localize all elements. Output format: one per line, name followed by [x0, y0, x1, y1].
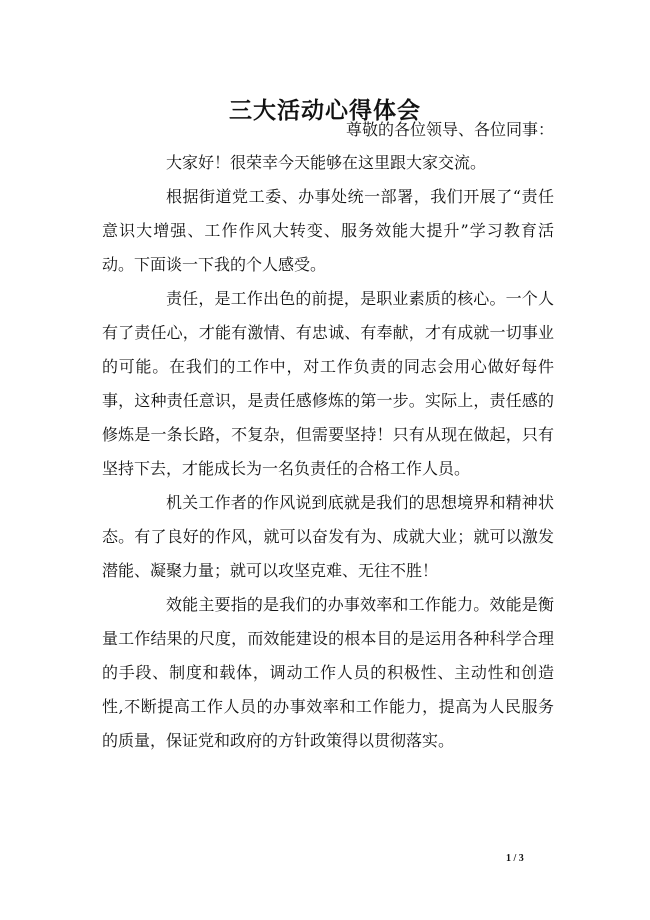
paragraph-work-style: 机关工作者的作风说到底就是我们的思想境界和精神状态。有了良好的作风，就可以奋发有为、成就大业；就可以激发潜能、凝聚力量；就可以攻坚克难、无往不胜！ — [102, 493, 554, 580]
paragraph-greeting: 大家好！很荣幸今天能够在这里跟大家交流。 — [166, 153, 487, 172]
paragraph-responsibility: 责任，是工作出色的前提，是职业素质的核心。一个人有了责任心，才能有激情、有忠诚、有奉献，才有成就一切事业的可能。在我们的工作中，对工作负责的同志会用心做好每件事，这种责任意识，是责任感修炼的第一步。实际上，责任感的修炼是一条长路，不复杂，但需要坚持！只有从现在做起，只有坚持下去，才能成长为一名负责任的合格工作人员。 — [102, 289, 554, 478]
page-number: 1 / 3 — [506, 853, 524, 864]
paragraph-efficiency: 效能主要指的是我们的办事效率和工作能力。效能是衡量工作结果的尺度，而效能建设的根本目的是运用各种科学合理的手段、制度和载体，调动工作人员的积极性、主动性和创造性,不断提高工作人员的办事效率和工作能力，提高为人民服务的质量，保证党和政府的方针政策得以贯彻落实。 — [102, 595, 554, 750]
paragraph-activity-intro: 根据街道党工委、办事处统一部署，我们开展了“责任意识大增强、工作作风大转变、服务效能大提升”学习教育活动。下面谈一下我的个人感受。 — [102, 187, 554, 274]
salutation: 尊敬的各位领导、各位同事： — [345, 120, 554, 139]
document-body — [102, 113, 554, 758]
document-title: 三大活动心得体会 — [229, 97, 421, 125]
